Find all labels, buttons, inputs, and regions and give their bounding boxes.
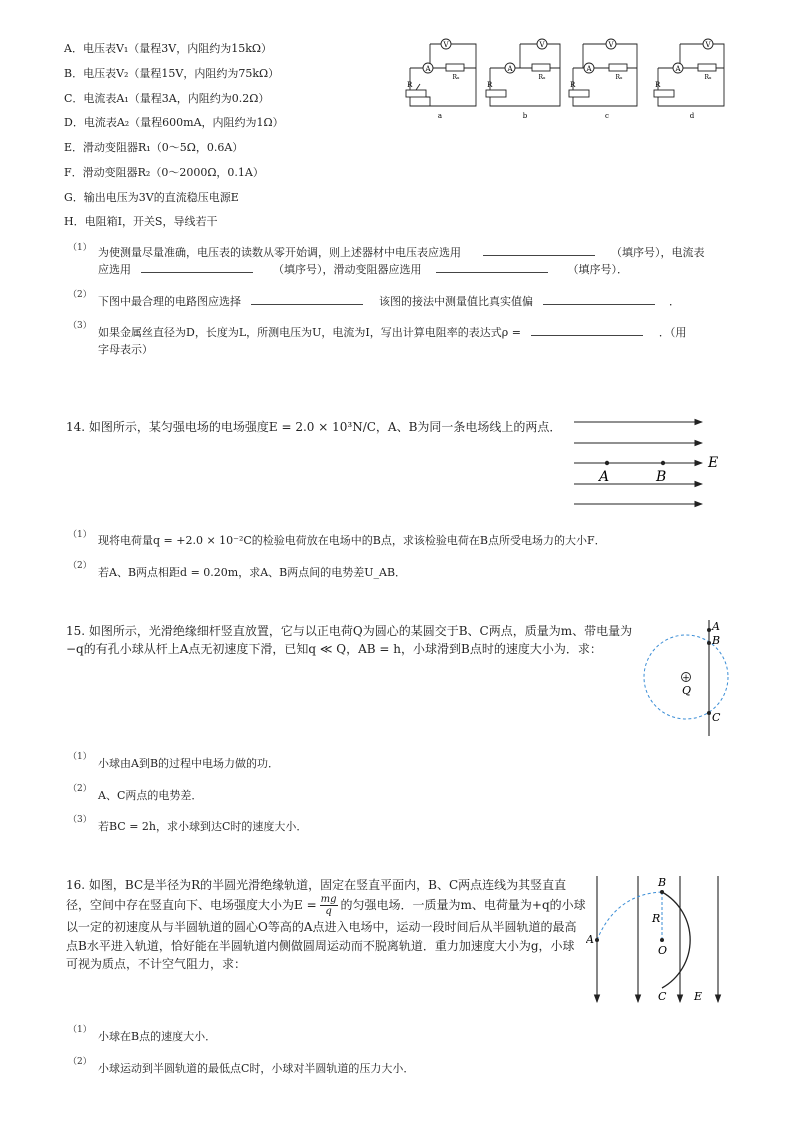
ammeter-label: A bbox=[675, 65, 681, 73]
q13-part3-number: （3） bbox=[68, 321, 92, 331]
circuit-b bbox=[486, 44, 560, 106]
q14-part1-number: （1） bbox=[68, 530, 92, 540]
point-b bbox=[660, 890, 664, 894]
q15-part3-number: （3） bbox=[68, 815, 92, 825]
point-b bbox=[707, 641, 711, 645]
label-b: B bbox=[712, 634, 721, 647]
q16-part2-number: （2） bbox=[68, 1057, 92, 1067]
resistor-label: Rₓ bbox=[615, 74, 623, 81]
field-fraction bbox=[320, 894, 338, 917]
option-e: E．滑动变阻器R₁（0～5Ω，0.6A） bbox=[64, 141, 244, 154]
q13-part1-text-d: （填序号），滑动变阻器应选用 bbox=[273, 263, 422, 276]
circuit-label-c: c bbox=[605, 112, 609, 120]
q13-part2-line bbox=[98, 293, 680, 309]
label-a: A bbox=[712, 620, 720, 633]
option-b: B．电压表V₂（量程15V，内阻约为75kΩ） bbox=[64, 67, 280, 80]
q13-part1-line2 bbox=[98, 261, 628, 277]
q13-part1-text-a: 为使测量尽量准确，电压表的读数从零开始调，则上述器材中电压表应选用 bbox=[98, 246, 461, 259]
point-b bbox=[661, 461, 665, 465]
rheostat-label: R bbox=[570, 81, 576, 89]
label-b: B bbox=[658, 876, 667, 889]
point-a bbox=[595, 938, 599, 942]
option-h: H．电阻箱I，开关S，导线若干 bbox=[64, 215, 218, 228]
q14-part2-number: （2） bbox=[68, 561, 92, 571]
rheostat-label: R bbox=[487, 81, 493, 89]
circuit-diagrams bbox=[400, 36, 730, 122]
option-d: D．电流表A₂（量程600mA，内阻约为1Ω） bbox=[64, 116, 284, 129]
q13-part2-text-a: 下图中最合理的电路图应选择 bbox=[98, 295, 241, 308]
q14-title: 14. 如图所示，某匀强电场的电场强度E = 2.0 × 10³N/C，A、B为同一条电场线上的两点． bbox=[66, 420, 562, 434]
label-q: Q bbox=[682, 684, 692, 697]
q16-line3: 以一定的初速度从与半圆轨道的圆心O等高的A点进入电场中，运动一段时间后从半圆轨道的最高 bbox=[66, 920, 577, 934]
circuit-label-a: a bbox=[437, 112, 443, 120]
q16-line2 bbox=[66, 894, 586, 917]
resistor-icon bbox=[698, 64, 716, 71]
q13-part1-number: （1） bbox=[68, 243, 92, 253]
q16-line2-text-a: 径，空间中存在竖直向下、电场强度大小为E = bbox=[66, 898, 317, 912]
q13-part1-text-b: （填序号），电流表 bbox=[611, 246, 705, 259]
q16-line4: 点B水平进入轨道，恰好能在半圆轨道内侧做圆周运动而不脱离轨道．重力加速度大小为g，小球 bbox=[66, 939, 575, 953]
q13-part2-text-c: ． bbox=[669, 295, 680, 308]
ammeter-label: A bbox=[586, 65, 592, 73]
q15-title-line2: −q的有孔小球从杆上A点无初速度下滑，已知q ≪ Q，AB = h，小球滑到B点时的速度大小为．求： bbox=[66, 642, 602, 656]
circuit-d bbox=[654, 44, 724, 106]
q16-part1: 小球在B点的速度大小． bbox=[98, 1030, 217, 1043]
q15-part1: 小球由A到B的过程中电场力做的功． bbox=[98, 757, 280, 770]
q13-part1-text-e: （填序号）． bbox=[567, 263, 628, 276]
voltmeter-label: V bbox=[705, 41, 711, 49]
voltmeter-label: V bbox=[443, 41, 449, 49]
label-a: A bbox=[586, 933, 594, 946]
q14-part2: 若A、B两点相距d = 0.20m，求A、B两点间的电势差U_AB． bbox=[98, 566, 407, 579]
resistor-icon bbox=[446, 64, 464, 71]
semicircle-track bbox=[662, 892, 690, 988]
q14-field-figure bbox=[566, 412, 726, 516]
q13-part1-line1 bbox=[98, 244, 705, 260]
q13-rheostat-blank[interactable] bbox=[436, 262, 548, 273]
label-e: E bbox=[694, 990, 703, 1003]
option-g: G．输出电压为3V的直流稳压电源E bbox=[64, 191, 239, 204]
q13-voltmeter-blank[interactable] bbox=[483, 245, 595, 256]
q15-part1-number: （1） bbox=[68, 752, 92, 762]
resistor-icon bbox=[609, 64, 627, 71]
label-r: R bbox=[652, 912, 661, 925]
label-b: B bbox=[656, 469, 667, 485]
voltmeter-label: V bbox=[539, 41, 545, 49]
q15-title-line1: 15. 如图所示，光滑绝缘细杆竖直放置，它与以正电荷Q为圆心的某圆交于B、C两点，质量为m、带电量为 bbox=[66, 624, 633, 638]
q16-line5: 可视为质点，不计空气阻力，求： bbox=[66, 957, 247, 971]
q13-ammeter-blank[interactable] bbox=[141, 262, 253, 273]
q15-part3: 若BC = 2h，求小球到达C时的速度大小． bbox=[98, 820, 308, 833]
q15-part2: A、C两点的电势差． bbox=[98, 789, 203, 802]
q13-part3-text-a: 如果金属丝直径为D，长度为L，所测电压为U，电流为I，写出计算电阻率的表达式ρ = bbox=[98, 326, 521, 339]
q13-circuit-blank[interactable] bbox=[251, 294, 363, 305]
resistor-label: Rₓ bbox=[704, 74, 712, 81]
plus-sign: + bbox=[682, 673, 690, 684]
point-a bbox=[605, 461, 609, 465]
q16-part2: 小球运动到半圆轨道的最低点C时，小球对半圆轨道的压力大小． bbox=[98, 1062, 415, 1075]
ammeter-label: A bbox=[425, 65, 431, 73]
resistor-label: Rₓ bbox=[538, 74, 546, 81]
circuit-c bbox=[569, 44, 637, 106]
q16-line1: 16. 如图，BC是半径为R的半圆光滑绝缘轨道，固定在竖直平面内，B、C两点连线为其竖直直 bbox=[66, 878, 567, 892]
q15-part2-number: （2） bbox=[68, 784, 92, 794]
label-c: C bbox=[658, 990, 667, 1003]
ammeter-label: A bbox=[507, 65, 513, 73]
resistor-label: Rₓ bbox=[452, 74, 460, 81]
label-c: C bbox=[712, 711, 721, 724]
point-c bbox=[707, 711, 711, 715]
q16-figure bbox=[586, 872, 726, 1006]
voltmeter-label: V bbox=[608, 41, 614, 49]
point-a bbox=[707, 628, 711, 632]
q15-figure bbox=[636, 616, 736, 738]
q13-part1-text-c: 应选用 bbox=[98, 263, 131, 276]
option-c: C．电流表A₁（量程3A，内阻约为0.2Ω） bbox=[64, 92, 270, 105]
q13-rho-blank[interactable] bbox=[531, 325, 643, 336]
label-o: O bbox=[658, 944, 668, 957]
circuit-label-d: d bbox=[689, 112, 695, 120]
q13-part3-line1 bbox=[98, 324, 686, 340]
fraction-numerator: mg bbox=[320, 894, 337, 905]
option-f: F．滑动变阻器R₂（0～2000Ω，0.1A） bbox=[64, 166, 264, 179]
resistor-icon bbox=[532, 64, 550, 71]
q16-line2-text-b: 的匀强电场．一质量为m、电荷量为+q的小球 bbox=[340, 898, 586, 912]
fraction-denominator: q bbox=[325, 906, 332, 917]
option-a: A．电压表V₁（量程3V，内阻约为15kΩ） bbox=[64, 42, 273, 55]
q14-part1: 现将电荷量q = +2.0 × 10⁻²C的检验电荷放在电场中的B点，求该检验电荷在B点所受电场力的大小F． bbox=[98, 534, 606, 547]
q13-part3-text-b: ．（用 bbox=[658, 326, 687, 339]
circuit-a bbox=[406, 44, 476, 106]
rheostat-label: R bbox=[655, 81, 661, 89]
q13-part2-number: （2） bbox=[68, 290, 92, 300]
circuit-label-b: b bbox=[522, 112, 528, 120]
q13-part3-line2: 字母表示） bbox=[98, 343, 153, 356]
q13-bias-blank[interactable] bbox=[543, 294, 655, 305]
label-e: E bbox=[708, 455, 719, 471]
label-a: A bbox=[599, 469, 610, 485]
point-o bbox=[660, 938, 664, 942]
q16-part1-number: （1） bbox=[68, 1025, 92, 1035]
rheostat-label: R bbox=[407, 81, 413, 89]
q13-part2-text-b: 该图的接法中测量值比真实值偏 bbox=[379, 295, 533, 308]
